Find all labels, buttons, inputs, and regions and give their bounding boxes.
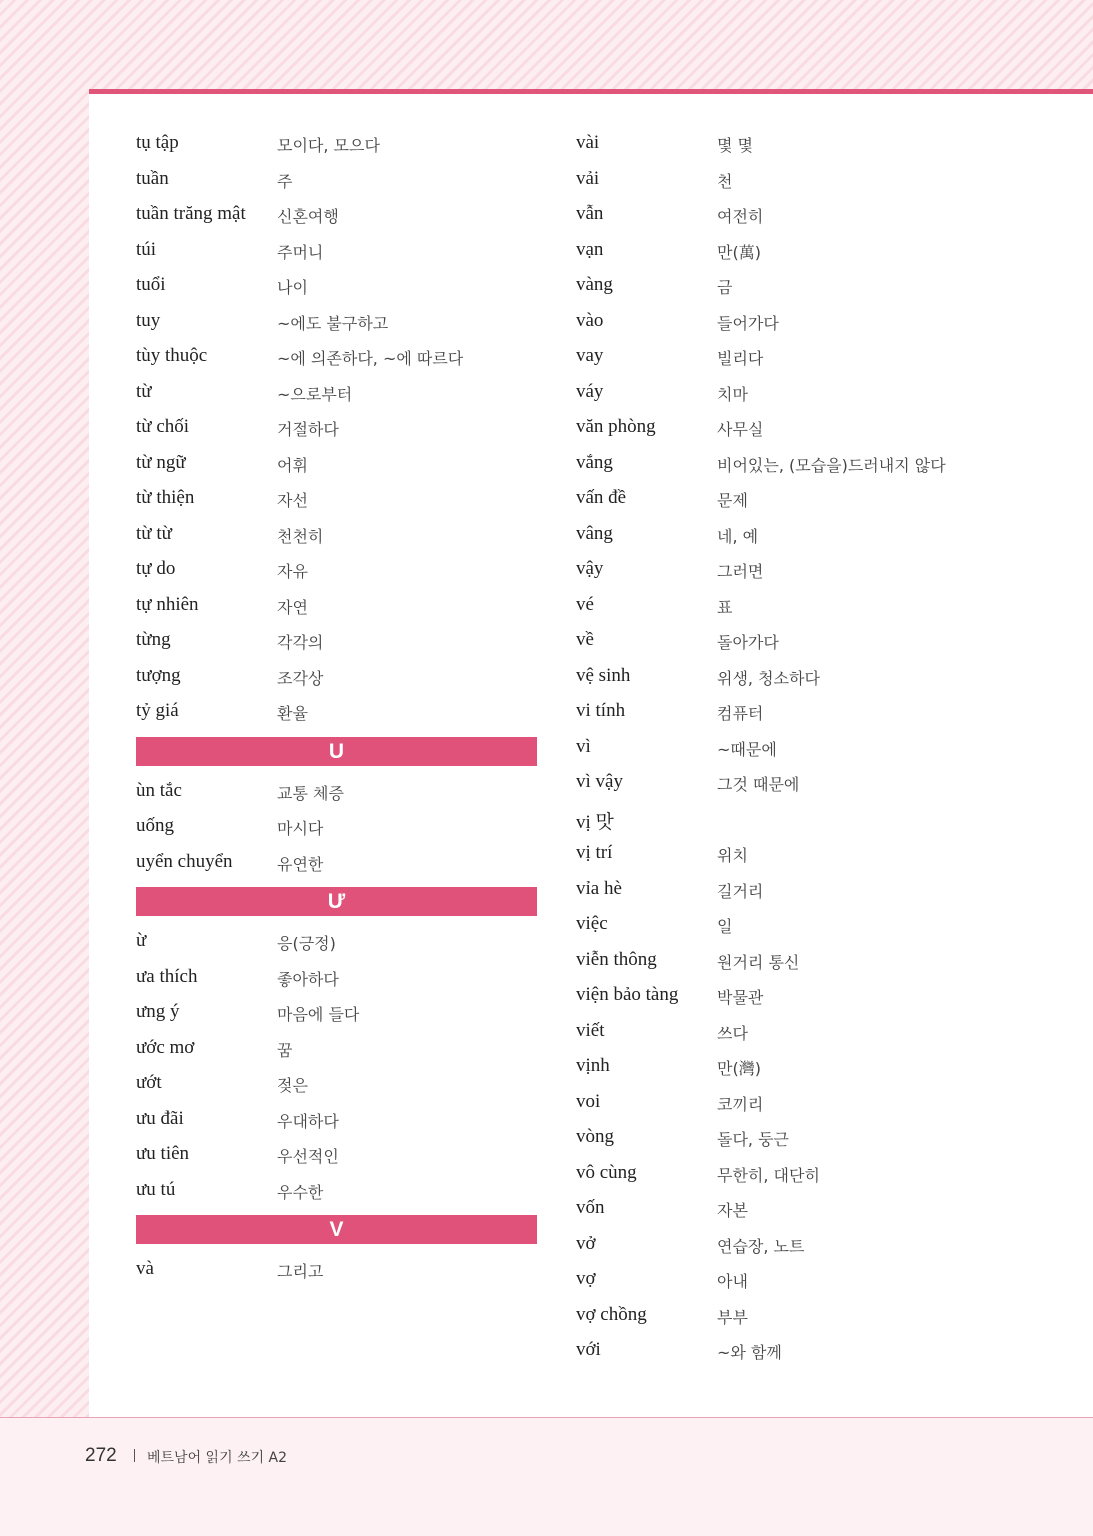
- entry-meaning: 몇 몇: [717, 136, 753, 155]
- entry-meaning: ~때문에: [717, 739, 777, 759]
- entry-meaning: ~에 의존하다, ~에 따르다: [277, 349, 464, 368]
- entry-word: vịnh: [576, 1055, 610, 1076]
- entry-word: vì vậy: [576, 771, 623, 792]
- entry-word: vòng: [576, 1126, 614, 1147]
- glossary-entry: [576, 126, 978, 162]
- entry-word: viễn thông: [576, 948, 657, 970]
- section-header-uu: Ư: [136, 887, 537, 916]
- entry-meaning: ~에도 불구하고: [277, 313, 389, 333]
- glossary-entry: [576, 446, 978, 482]
- entry-meaning: 위치: [717, 846, 748, 865]
- entry-meaning: 그리고: [277, 1262, 324, 1281]
- entry-meaning: 유연한: [277, 854, 324, 874]
- glossary-entry: [576, 233, 978, 269]
- entry-word: vì: [576, 735, 591, 757]
- entry-word: viện bảo tàng: [576, 984, 679, 1005]
- glossary-entry: [136, 809, 538, 845]
- entry-meaning: 박물관: [717, 988, 764, 1007]
- entry-word: váy: [576, 380, 604, 402]
- entry-word: vâng: [576, 522, 613, 544]
- glossary-entry: [576, 1333, 978, 1369]
- entry-meaning: 나이: [277, 278, 308, 297]
- entry-word: voi: [576, 1090, 601, 1112]
- entry-meaning: 연습장, 노트: [717, 1236, 805, 1256]
- entry-word: vé: [576, 593, 594, 615]
- entry-word: ưa thích: [136, 965, 198, 987]
- entry-meaning: 좋아하다: [277, 969, 339, 989]
- entry-meaning: 만(萬): [717, 242, 761, 262]
- entry-word: vàng: [576, 274, 613, 295]
- entry-meaning: 치마: [717, 384, 748, 404]
- entry-word: vô cùng: [576, 1161, 637, 1183]
- entry-word: vệ sinh: [576, 664, 631, 686]
- entry-word: tỷ giá: [136, 700, 179, 721]
- entry-word: tượng: [136, 664, 181, 686]
- entry-word: từ chối: [136, 416, 190, 437]
- entry-word: vạn: [576, 238, 604, 260]
- entry-word: từ ngữ: [136, 451, 186, 473]
- glossary-entry: [576, 339, 978, 375]
- entry-word: ưu tiên: [136, 1143, 190, 1164]
- entry-meaning: 마음에 들다: [277, 1005, 360, 1024]
- entry-meaning: 표: [717, 597, 733, 617]
- entry-meaning: 거절하다: [277, 420, 339, 439]
- glossary-entry: [136, 552, 538, 588]
- entry-word: tuy: [136, 309, 161, 331]
- entry-meaning: 교통 체증: [277, 783, 344, 803]
- glossary-entry: [576, 765, 978, 801]
- entry-meaning: 신혼여행: [277, 207, 339, 226]
- glossary-entry: [136, 845, 538, 881]
- entry-word: từ thiện: [136, 487, 195, 508]
- entry-meaning: 일: [717, 917, 733, 936]
- entry-meaning: 자연: [277, 597, 308, 617]
- glossary-entry: [576, 694, 978, 730]
- glossary-entry: [136, 481, 538, 517]
- glossary-entry: [576, 623, 978, 659]
- entry-word: ưu đãi: [136, 1107, 184, 1129]
- glossary-entry: [576, 872, 978, 908]
- entry-meaning: 환율: [277, 704, 308, 723]
- entry-word: vải: [576, 167, 600, 189]
- glossary-entry: [136, 623, 538, 659]
- entry-meaning: 젖은: [277, 1076, 308, 1095]
- glossary-entry: [576, 1191, 978, 1227]
- entry-group: [576, 126, 978, 1369]
- entry-meaning: 각각의: [277, 633, 324, 652]
- entry-meaning: 만(灣): [717, 1059, 761, 1078]
- entry-meaning: 자본: [717, 1201, 748, 1220]
- glossary-entry: [576, 907, 978, 943]
- right-column: [576, 126, 978, 1369]
- entry-word: vào: [576, 309, 604, 331]
- entry-meaning: ~와 함께: [717, 1343, 782, 1362]
- entry-meaning: 부부: [717, 1307, 748, 1327]
- entry-word: tùy thuộc: [136, 345, 208, 366]
- entry-word: với: [576, 1339, 601, 1360]
- glossary-entry: [576, 517, 978, 553]
- entry-meaning: 우대하다: [277, 1111, 339, 1131]
- page-number: 272: [85, 1445, 117, 1466]
- glossary-entry: [136, 1102, 538, 1138]
- glossary-entry: [576, 1156, 978, 1192]
- glossary-entry: [576, 730, 978, 766]
- entry-meaning: 사무실: [717, 420, 764, 439]
- entry-word: uống: [136, 815, 174, 836]
- entry-meaning: 자선: [277, 491, 308, 510]
- entry-group: [136, 924, 538, 1208]
- entry-word: vợ chồng: [576, 1303, 647, 1325]
- entry-meaning: 빌리다: [717, 349, 764, 368]
- entry-meaning: 꿈: [277, 1040, 293, 1060]
- entry-word: vị trí: [576, 842, 613, 863]
- entry-word: từ: [136, 380, 152, 402]
- entry-word: vợ: [576, 1268, 596, 1289]
- entry-word: tự nhiên: [136, 593, 199, 615]
- glossary-entry: [576, 197, 978, 233]
- glossary-entry: [136, 1173, 538, 1209]
- glossary-entry: [576, 588, 978, 624]
- glossary-entry: [136, 233, 538, 269]
- entry-meaning: 그러면: [717, 562, 764, 581]
- glossary-entry: [576, 304, 978, 340]
- glossary-entry: [136, 517, 538, 553]
- glossary-entry: [576, 659, 978, 695]
- entry-meaning: 네, 예: [717, 526, 759, 546]
- entry-meaning: 돌아가다: [717, 633, 779, 652]
- glossary-entry: [136, 1252, 538, 1288]
- entry-word: ưu tú: [136, 1178, 176, 1200]
- entry-meaning: 그것 때문에: [717, 775, 800, 794]
- entry-word: ưng ý: [136, 1001, 180, 1022]
- glossary-entry: [576, 943, 978, 979]
- glossary-entry: [576, 978, 978, 1014]
- entry-meaning: 마시다: [277, 819, 324, 838]
- entry-group: [136, 774, 538, 881]
- entry-word: vị 맛: [576, 811, 614, 833]
- entry-word: vài: [576, 132, 600, 153]
- entry-word: tuần trăng mật: [136, 203, 246, 224]
- entry-group: [136, 1252, 538, 1288]
- glossary-entry: [136, 694, 538, 730]
- entry-meaning: 문제: [717, 491, 748, 510]
- entry-meaning: 주: [277, 171, 293, 191]
- glossary-entry: [576, 1298, 978, 1334]
- glossary-entry: [136, 375, 538, 411]
- entry-meaning: 어휘: [277, 455, 308, 475]
- glossary-entry: [136, 924, 538, 960]
- glossary-entry: [136, 588, 538, 624]
- entry-word: vậy: [576, 558, 604, 579]
- entry-word: ùn tắc: [136, 779, 182, 801]
- left-column: [136, 126, 538, 1288]
- entry-meaning: 금: [717, 278, 733, 297]
- entry-word: vẫn: [576, 203, 604, 224]
- entry-word: túi: [136, 238, 157, 260]
- entry-meaning: 들어가다: [717, 313, 779, 333]
- glossary-entry: [136, 410, 538, 446]
- glossary-entry: [576, 268, 978, 304]
- glossary-entry: [576, 162, 978, 198]
- glossary-entry: [136, 1137, 538, 1173]
- glossary-entry: [136, 995, 538, 1031]
- glossary-entry: [136, 446, 538, 482]
- glossary-entry: [136, 162, 538, 198]
- entry-word: vắng: [576, 451, 613, 473]
- section-header-u: U: [136, 737, 537, 766]
- glossary-entry: [576, 481, 978, 517]
- entry-meaning: 우선적인: [277, 1147, 339, 1166]
- entry-word: tuổi: [136, 274, 166, 295]
- entry-word: tự do: [136, 558, 176, 579]
- entry-word: vỉa hè: [576, 877, 622, 899]
- footer-separator: [134, 1449, 135, 1462]
- entry-word: ướt: [136, 1072, 162, 1093]
- glossary-entry: [576, 1120, 978, 1156]
- glossary-entry: [576, 1085, 978, 1121]
- entry-word: vốn: [576, 1197, 605, 1218]
- entry-word: vay: [576, 345, 604, 366]
- entry-word: ừ: [136, 930, 147, 951]
- entry-meaning: 원거리 통신: [717, 952, 800, 972]
- entry-meaning: 돌다, 둥근: [717, 1130, 789, 1149]
- entry-word: vấn đề: [576, 487, 627, 508]
- entry-word: việc: [576, 913, 608, 934]
- glossary-entry: [136, 339, 538, 375]
- entry-meaning: 조각상: [277, 668, 324, 688]
- glossary-entry: [576, 410, 978, 446]
- glossary-entry: [576, 1227, 978, 1263]
- footer-rule: [0, 1417, 1093, 1418]
- entry-meaning: 위생, 청소하다: [717, 668, 820, 688]
- entry-meaning: 코끼리: [717, 1094, 764, 1114]
- entry-meaning: 모이다, 모으다: [277, 136, 380, 155]
- glossary-entry: [136, 304, 538, 340]
- glossary-entry: [576, 1049, 978, 1085]
- entry-word: vi tính: [576, 700, 626, 721]
- entry-word: về: [576, 629, 594, 650]
- glossary-entry: [576, 1262, 978, 1298]
- entry-word: vở: [576, 1232, 596, 1254]
- glossary-entry: [136, 659, 538, 695]
- section-header-v: V: [136, 1215, 537, 1244]
- entry-meaning: 천: [717, 171, 733, 191]
- glossary-entry: [136, 1066, 538, 1102]
- entry-word: uyển chuyển: [136, 850, 233, 872]
- entry-meaning: 천천히: [277, 526, 324, 546]
- glossary-entry: [576, 552, 978, 588]
- book-title: 베트남어 읽기 쓰기 A2: [147, 1450, 288, 1466]
- entry-meaning: 주머니: [277, 242, 324, 262]
- entry-group: [136, 126, 538, 730]
- entry-meaning: 컴퓨터: [717, 704, 764, 723]
- glossary-entry: [136, 197, 538, 233]
- glossary-entry: [576, 1014, 978, 1050]
- glossary-entry: [136, 268, 538, 304]
- entry-meaning: 자유: [277, 562, 308, 581]
- entry-meaning: 우수한: [277, 1182, 324, 1202]
- entry-word: và: [136, 1258, 154, 1279]
- entry-meaning: ~으로부터: [277, 384, 353, 404]
- entry-word: văn phòng: [576, 416, 656, 437]
- glossary-entry: [576, 836, 978, 872]
- entry-meaning: 아내: [717, 1272, 748, 1291]
- entry-word: viết: [576, 1019, 605, 1041]
- glossary-entry: [576, 375, 978, 411]
- glossary-entry: [136, 1031, 538, 1067]
- entry-word: tuần: [136, 167, 169, 189]
- entry-meaning: 무한히, 대단히: [717, 1165, 820, 1185]
- glossary-entry: [136, 774, 538, 810]
- glossary-entry: [576, 801, 978, 837]
- entry-meaning: 쓰다: [717, 1023, 748, 1043]
- entry-word: ước mơ: [136, 1036, 195, 1058]
- entry-word: từng: [136, 629, 171, 650]
- entry-word: từ từ: [136, 522, 172, 544]
- glossary-entry: [136, 126, 538, 162]
- entry-meaning: 비어있는, (모습을)드러내지 않다: [717, 455, 946, 475]
- entry-meaning: 여전히: [717, 207, 764, 226]
- entry-meaning: 길거리: [717, 881, 764, 901]
- entry-word: tụ tập: [136, 132, 179, 153]
- glossary-entry: [136, 960, 538, 996]
- entry-meaning: 응(긍정): [277, 934, 336, 953]
